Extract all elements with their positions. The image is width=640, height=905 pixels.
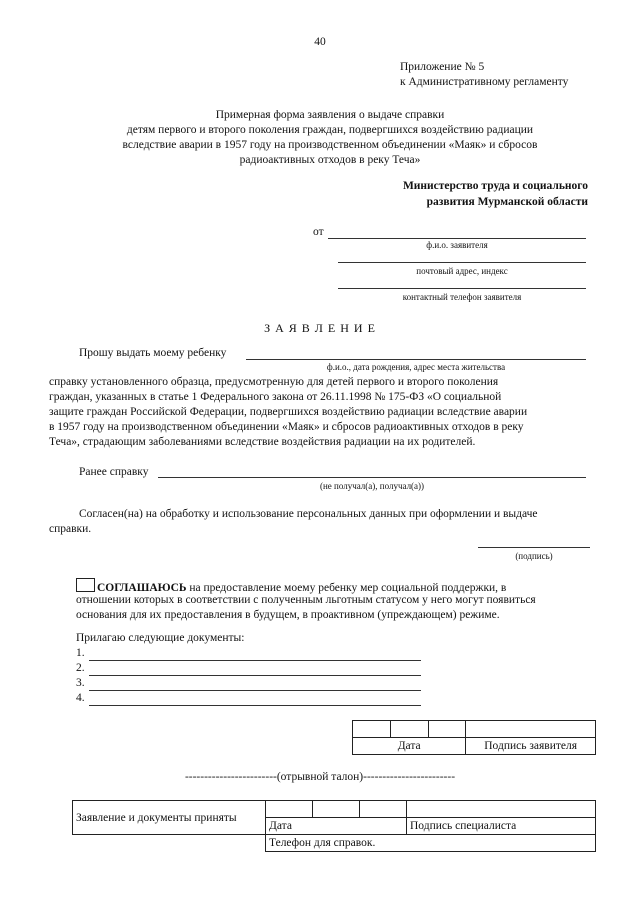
document-item-3: 3. xyxy=(76,677,85,689)
phone-hint: контактный телефон заявителя xyxy=(402,292,522,302)
receipt-specialist-signature-cell[interactable] xyxy=(407,801,596,818)
appendix-line2: к Административному регламенту xyxy=(400,76,569,88)
ministry-line1: Министерство труда и социального xyxy=(402,180,588,192)
document-line-4[interactable] xyxy=(89,705,421,706)
agree-line1 xyxy=(76,578,596,594)
request-lead: Прошу выдать моему ребенку xyxy=(79,347,227,359)
previous-certificate-line[interactable] xyxy=(158,477,586,478)
agree-line3: основания для их предоставления в будущем, в проактивном (упреждающем) режиме. xyxy=(76,609,500,621)
receipt-date-cell-year[interactable] xyxy=(360,801,407,818)
receipt-date-cell-month[interactable] xyxy=(313,801,360,818)
ministry-line2: развития Мурманской области xyxy=(426,196,588,208)
document-line-2[interactable] xyxy=(89,675,421,676)
request-line4: в 1957 году на производственном объединении «Маяк» и сбросов радиоактивных отходов в реку xyxy=(49,421,524,433)
child-info-hint: ф.и.о., дата рождения, адрес места жительства xyxy=(326,362,506,372)
applicant-signature-cell[interactable] xyxy=(466,721,596,738)
applicant-name-hint: ф.и.о. заявителя xyxy=(426,240,488,250)
receipt-signature-label: Подпись специалиста xyxy=(407,818,596,835)
receipt-date-cell-day[interactable] xyxy=(266,801,313,818)
page-number: 40 xyxy=(314,36,326,48)
request-line5: Теча», страдающим заболеваниями вследствие воздействия радиации на их родителей. xyxy=(49,436,476,448)
form-title-line3: вследствие аварии в 1957 году на производственном объединении «Маяк» и сбросов xyxy=(122,139,538,151)
consent-line1: Согласен(на) на обработку и использование персональных данных при оформлении и выдаче xyxy=(79,508,538,520)
receipt-accepted-label: Заявление и документы приняты xyxy=(73,801,266,835)
agree-checkbox[interactable] xyxy=(76,578,95,592)
applicant-date-label: Дата xyxy=(353,738,466,755)
consent-line2: справки. xyxy=(49,523,92,535)
document-line-1[interactable] xyxy=(89,660,421,661)
form-title-line4: радиоактивных отходов в реку Теча» xyxy=(239,154,421,166)
agree-text: на предоставление моему ребенку мер социальной поддержки, в xyxy=(189,582,507,594)
document-item-1: 1. xyxy=(76,647,85,659)
tear-off-separator: ------------------------(отрывной талон)------------------------ xyxy=(184,771,456,783)
request-line1: справку установленного образца, предусмотренную для детей первого и второго поколения xyxy=(49,376,499,388)
agree-keyword: СОГЛАШАЮСЬ xyxy=(97,582,187,594)
request-line2: граждан, указанных в статье 1 Федерального закона от 26.11.1998 № 175-ФЗ «О социальной xyxy=(49,391,502,403)
from-label: от xyxy=(313,226,324,238)
documents-label: Прилагаю следующие документы: xyxy=(76,632,245,644)
previous-lead: Ранее справку xyxy=(79,466,149,478)
document-item-4: 4. xyxy=(76,692,85,704)
form-title-line2: детям первого и второго поколения граждан, подвергшихся воздействию радиации xyxy=(126,124,534,136)
signature-hint: (подпись) xyxy=(515,551,553,561)
document-line-3[interactable] xyxy=(89,690,421,691)
agree-line2: отношении которых в соответствии с полученным льготным статусом у него могут появиться xyxy=(76,594,536,606)
postal-address-line[interactable] xyxy=(338,262,586,263)
form-title-line1: Примерная форма заявления о выдаче справки xyxy=(215,109,445,121)
date-cell-day[interactable] xyxy=(353,721,391,738)
previous-hint: (не получал(а), получал(а)) xyxy=(319,481,425,491)
date-cell-month[interactable] xyxy=(390,721,428,738)
postal-address-hint: почтовый адрес, индекс xyxy=(416,266,508,276)
receipt-date-label: Дата xyxy=(266,818,407,835)
statement-heading: З А Я В Л Е Н И Е xyxy=(264,321,376,335)
date-cell-year[interactable] xyxy=(428,721,466,738)
appendix-line1: Приложение № 5 xyxy=(400,61,485,73)
applicant-sign-table xyxy=(352,720,596,755)
consent-signature-line[interactable] xyxy=(478,547,590,548)
receipt-empty-cell xyxy=(73,835,266,852)
document-item-2: 2. xyxy=(76,662,85,674)
phone-line[interactable] xyxy=(338,288,586,289)
applicant-name-line[interactable] xyxy=(328,238,586,239)
request-line3: защите граждан Российской Федерации, подвергшихся воздействию радиации вследствие аварии xyxy=(49,406,528,418)
child-info-line[interactable] xyxy=(246,359,586,360)
receipt-table xyxy=(72,800,596,852)
receipt-phone-label: Телефон для справок. xyxy=(266,835,596,852)
applicant-signature-label: Подпись заявителя xyxy=(466,738,596,755)
